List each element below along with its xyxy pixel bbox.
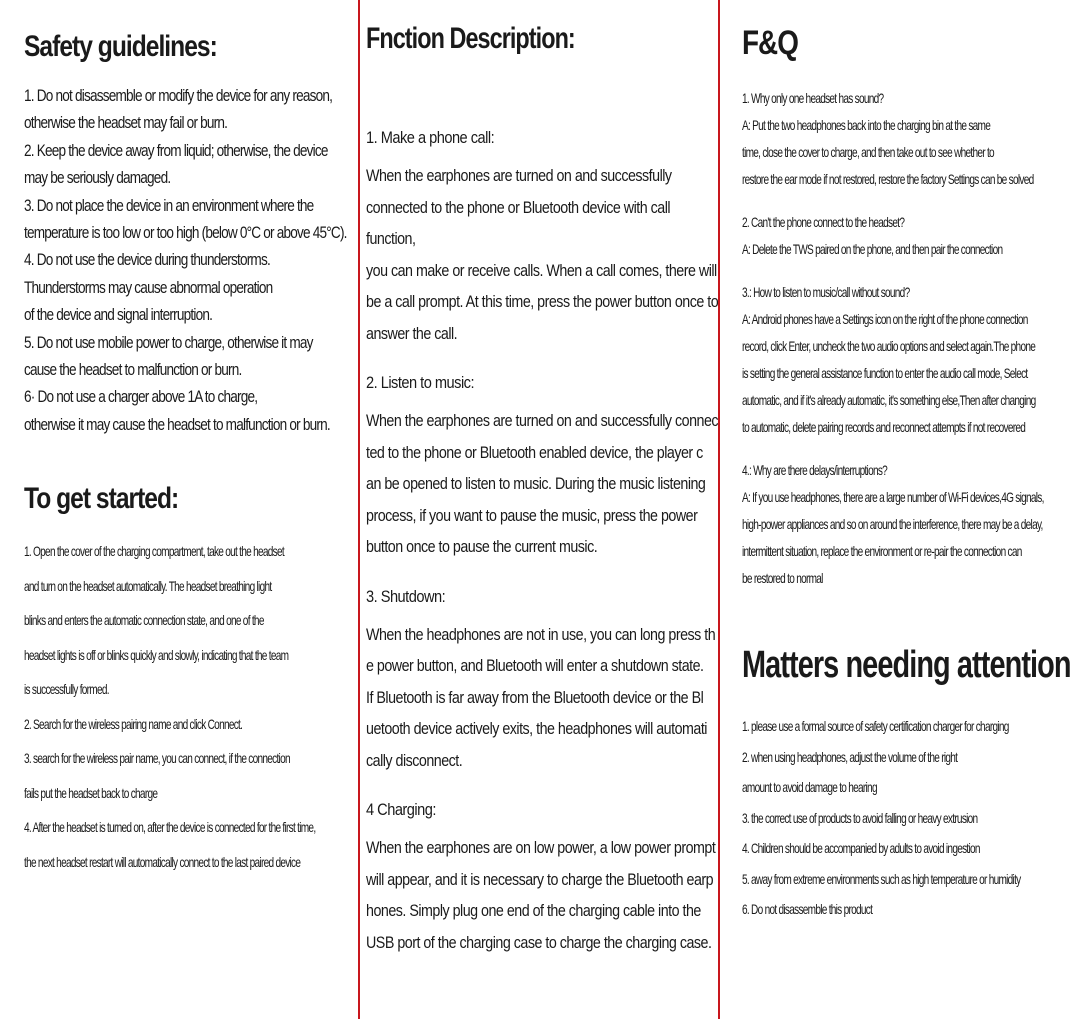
matters-item: 5. away from extreme environments such as high temperature or humidity: [742, 870, 1021, 887]
function-section-body: When the earphones are turned on and successfully connected to the phone or Bluetooth device with call function, you can make or receive calls. When a call comes, there will be a call prompt. At this time, press the power button once to answer the call.: [366, 166, 718, 343]
faq-entry: 1. Why only one headset has sound? A: Put the two headphones back into the charging bin at the same time, close the cover to charge, and then take out to see whether to restore the ear mode if not restored, restore the factory Settings can be solved: [742, 90, 1034, 187]
matters-needing-attention-heading: Matters needing attention: [742, 644, 1071, 686]
function-section-body: When the headphones are not in use, you can long press th e power button, and Bluetooth will enter a shutdown state. If Bluetooth is far away from the Bluetooth device or the Bl uetooth device actively exits, the headphones will automati cally disconnect.: [366, 624, 716, 770]
function-section: [366, 585, 714, 777]
left-column: [0, 0, 358, 1019]
function-section-title: 4 Charging:: [366, 800, 436, 819]
get-started-list: [24, 534, 352, 879]
matters-list: [742, 711, 1074, 925]
matters-item: 2. when using headphones, adjust the volume of the right amount to avoid damage to hearing: [742, 748, 958, 795]
get-started-item: 1. Open the cover of the charging compartment, take out the headset and turn on the headset automatically. The headset breathing light blinks and enters the automatic connection state, and one of the headset lights is off or blinks quickly and slowly, indicating that the team is successfully formed.: [24, 543, 289, 698]
matters-item: 6. Do not disassemble this product: [742, 901, 873, 917]
function-section-body: When the earphones are turned on and successfully connec ted to the phone or Bluetooth enabled device, the player c an be opened to listen to music. During the music listening process, if you want to pause the music, press the power button once to pause the current music.: [366, 411, 718, 556]
faq-entry: 2. Can't the phone connect to the headset? A: Delete the TWS paired on the phone, and then pair the connection: [742, 214, 1003, 257]
function-description-heading: Fnction Description:: [366, 22, 575, 55]
faq-item: [742, 85, 1074, 193]
faq-item: [742, 209, 1074, 263]
matters-item: 1. please use a formal source of safety certification charger for charging: [742, 718, 1009, 734]
function-section-title: 2. Listen to music:: [366, 373, 475, 392]
get-started-heading: To get started:: [24, 482, 179, 516]
safety-item: 1. Do not disassemble or modify the device for any reason, otherwise the headset may fail or burn.: [24, 86, 333, 133]
faq-list: [742, 85, 1074, 592]
function-section: [366, 126, 718, 349]
safety-guidelines-list: [24, 82, 352, 438]
function-section: [366, 371, 718, 563]
safety-item: 2. Keep the device away from liquid; otherwise, the device may be seriously damaged.: [24, 140, 328, 188]
safety-item: 5. Do not use mobile power to charge, otherwise it may cause the headset to malfunction or burn.: [24, 332, 313, 380]
function-section-body: When the earphones are on low power, a low power prompt will appear, and it is necessary to charge the Bluetooth earp hones. Simply plug one end of the charging cable into the USB port of the charging case to charge the charging case.: [366, 838, 716, 952]
faq-item: [742, 279, 1074, 441]
get-started-item: 4. After the headset is turned on, after the device is connected for the first time, the next headset restart will automatically connect to the last paired device: [24, 819, 316, 870]
faq-entry: 4.: Why are there delays/interruptions? A: If you use headphones, there are a large number of Wi-Fi devices,4G signals, high-power appliances and so on around the interference, there may be a delay, intermittent situation, replace the environment or re-pair the connection can be restored to normal: [742, 462, 1044, 586]
get-started-item: 3. search for the wireless pair name, you can connect, if the connection fails put the headset back to charge: [24, 750, 290, 801]
right-column: [720, 0, 1080, 1019]
safety-item: 3. Do not place the device in an environment where the temperature is too low or too high (below 0°C or above 45°C).: [24, 195, 347, 243]
faq-item: [742, 457, 1074, 592]
get-started-item: 2. Search for the wireless pairing name and click Connect.: [24, 715, 243, 732]
middle-column: [360, 0, 718, 1019]
faq-entry: 3.: How to listen to music/call without sound? A: Android phones have a Settings icon on the right of the phone connection record, click Enter, uncheck the two audio options and select again.The phone is setting the general assistance function to enter the audio call mode, Select automatic, and if it's already automatic, it's something else,Then after changing to automatic, delete pairing records and reconnect attempts if not recovered: [742, 284, 1036, 435]
matters-item: 3. the correct use of products to avoid falling or heavy extrusion: [742, 809, 978, 826]
faq-heading: F&Q: [742, 24, 798, 62]
matters-item: 4. Children should be accompanied by adults to avoid ingestion: [742, 840, 980, 856]
function-section-title: 3. Shutdown:: [366, 586, 446, 606]
function-section-title: 1. Make a phone call:: [366, 128, 495, 147]
safety-item: 6· Do not use a charger above 1A to charge, otherwise it may cause the headset to malfunction or burn.: [24, 387, 330, 434]
safety-guidelines-heading: Safety guidelines:: [24, 30, 217, 63]
safety-item: 4. Do not use the device during thunderstorms. Thunderstorms may cause abnormal operation of the device and signal interruption.: [24, 250, 273, 325]
function-section: [366, 798, 714, 958]
